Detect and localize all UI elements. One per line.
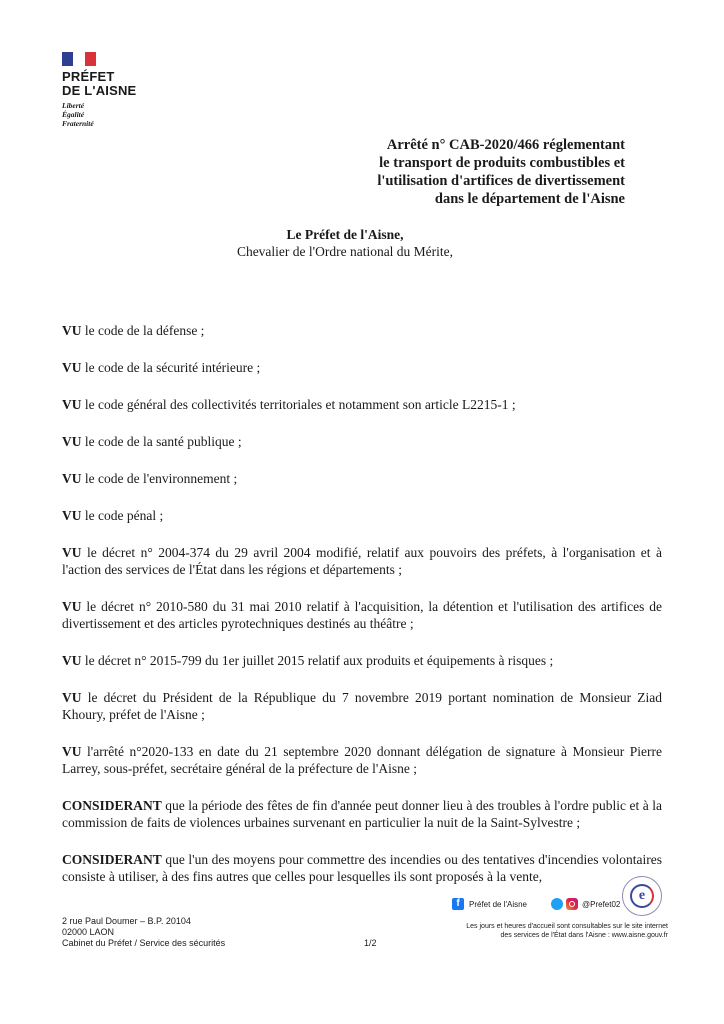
- paragraph-text: que l'un des moyens pour commettre des incendies ou des tentatives d'incendies volontaires consiste à utiliser, à des fins autres que celles pour lesquelles ils sont proposés à la vente,: [62, 852, 662, 884]
- paragraph-keyword: VU: [62, 744, 82, 759]
- paragraph-keyword: VU: [62, 397, 82, 412]
- paragraph-text: le code général des collectivités territoriales et notamment son article L2215-1 ;: [81, 397, 516, 412]
- logo-line-2: DE L'AISNE: [62, 83, 137, 98]
- paragraph-text: le code de la santé publique ;: [81, 434, 242, 449]
- paragraph-text: le décret n° 2004-374 du 29 avril 2004 modifié, relatif aux pouvoirs des préfets, à l'organisation et à l'action des services de l'État dans les régions et départements ;: [62, 545, 662, 577]
- paragraph-keyword: VU: [62, 690, 82, 705]
- paragraph-keyword: VU: [62, 545, 82, 560]
- footer-address: [62, 916, 225, 949]
- address-line: 02000 LAON: [62, 927, 115, 937]
- paragraph: [62, 652, 662, 669]
- notice-line: Les jours et heures d'accueil sont consultables sur le site internet: [466, 923, 668, 930]
- motto-fraternite: Fraternité: [62, 119, 94, 128]
- paragraph-text: le code pénal ;: [81, 508, 164, 523]
- footer-notice: [420, 922, 668, 940]
- notice-line: des services de l'État dans l'Aisne : www.aisne.gouv.fr: [500, 932, 668, 939]
- paragraph-text: le code de l'environnement ;: [81, 471, 238, 486]
- paragraph-text: le décret n° 2015-799 du 1er juillet 2015 relatif aux produits et équipements à risques ;: [81, 653, 554, 668]
- address-line: 2 rue Paul Doumer – B.P. 20104: [62, 916, 191, 926]
- facebook-label[interactable]: Préfet de l'Aisne: [469, 899, 528, 909]
- title-line: dans le département de l'Aisne: [434, 191, 625, 207]
- paragraph: [62, 689, 662, 723]
- social-handle[interactable]: @Prefet02: [582, 899, 621, 909]
- paragraph: [62, 433, 662, 450]
- page-number: 1/2: [364, 938, 377, 948]
- paragraph-keyword: CONSIDERANT: [62, 852, 162, 867]
- motto-egalite: Égalité: [62, 110, 85, 119]
- paragraph: [62, 470, 662, 487]
- paragraph: [62, 359, 662, 376]
- paragraph: [62, 396, 662, 413]
- paragraph: [62, 544, 662, 578]
- paragraph: [62, 851, 662, 885]
- prefecture-logo: [62, 52, 152, 128]
- marianne-label-icon: e: [622, 876, 662, 916]
- paragraph-text: le décret n° 2010-580 du 31 mai 2010 relatif à l'acquisition, la détention et l'utilisation des artifices de divertissement et des articles pyrotechniques destinés au théâtre ;: [62, 599, 662, 631]
- instagram-icon[interactable]: [566, 898, 578, 910]
- twitter-icon[interactable]: [551, 898, 563, 910]
- paragraph-keyword: VU: [62, 508, 82, 523]
- paragraph: [62, 507, 662, 524]
- paragraph-keyword: VU: [62, 599, 82, 614]
- paragraph: [62, 598, 662, 632]
- document-title: [340, 136, 625, 208]
- paragraph-text: le code de la défense ;: [81, 323, 205, 338]
- issuer-name: Le Préfet de l'Aisne,: [286, 227, 404, 242]
- paragraph-keyword: VU: [62, 323, 82, 338]
- paragraph-keyword: VU: [62, 653, 82, 668]
- paragraph: [62, 797, 662, 831]
- paragraph-keyword: VU: [62, 434, 82, 449]
- paragraph-keyword: VU: [62, 360, 82, 375]
- paragraph-text: le décret du Président de la République du 7 novembre 2019 portant nomination de Monsieur Ziad Khoury, préfet de l'Aisne ;: [62, 690, 662, 722]
- address-line: Cabinet du Préfet / Service des sécurités: [62, 938, 226, 948]
- social-links: [452, 898, 620, 910]
- paragraph: [62, 743, 662, 777]
- issuer-rank: Chevalier de l'Ordre national du Mérite,: [236, 244, 454, 259]
- paragraph-keyword: VU: [62, 471, 82, 486]
- paragraph-text: l'arrêté n°2020-133 en date du 21 septembre 2020 donnant délégation de signature à Monsieur Pierre Larrey, sous-préfet, secrétaire général de la préfecture de l'Aisne ;: [62, 744, 662, 776]
- motto: [62, 101, 152, 128]
- issuer-block: [200, 226, 490, 260]
- paragraph: [62, 322, 662, 339]
- document-body: [62, 322, 662, 885]
- title-line: l'utilisation d'artifices de divertissement: [377, 173, 625, 189]
- facebook-icon[interactable]: f: [452, 898, 464, 910]
- title-line: le transport de produits combustibles et: [379, 155, 625, 171]
- paragraph-keyword: CONSIDERANT: [62, 798, 162, 813]
- french-flag-icon: [62, 52, 96, 66]
- paragraph-text: que la période des fêtes de fin d'année peut donner lieu à des troubles à l'ordre public et à la commission de faits de violences urbaines survenant en particulier la nuit de la Saint-Sylvestre ;: [62, 798, 662, 830]
- logo-line-1: PRÉFET: [62, 69, 115, 84]
- title-line: Arrêté n° CAB-2020/466 réglementant: [386, 137, 625, 153]
- motto-liberte: Liberté: [62, 101, 85, 110]
- paragraph-text: le code de la sécurité intérieure ;: [81, 360, 261, 375]
